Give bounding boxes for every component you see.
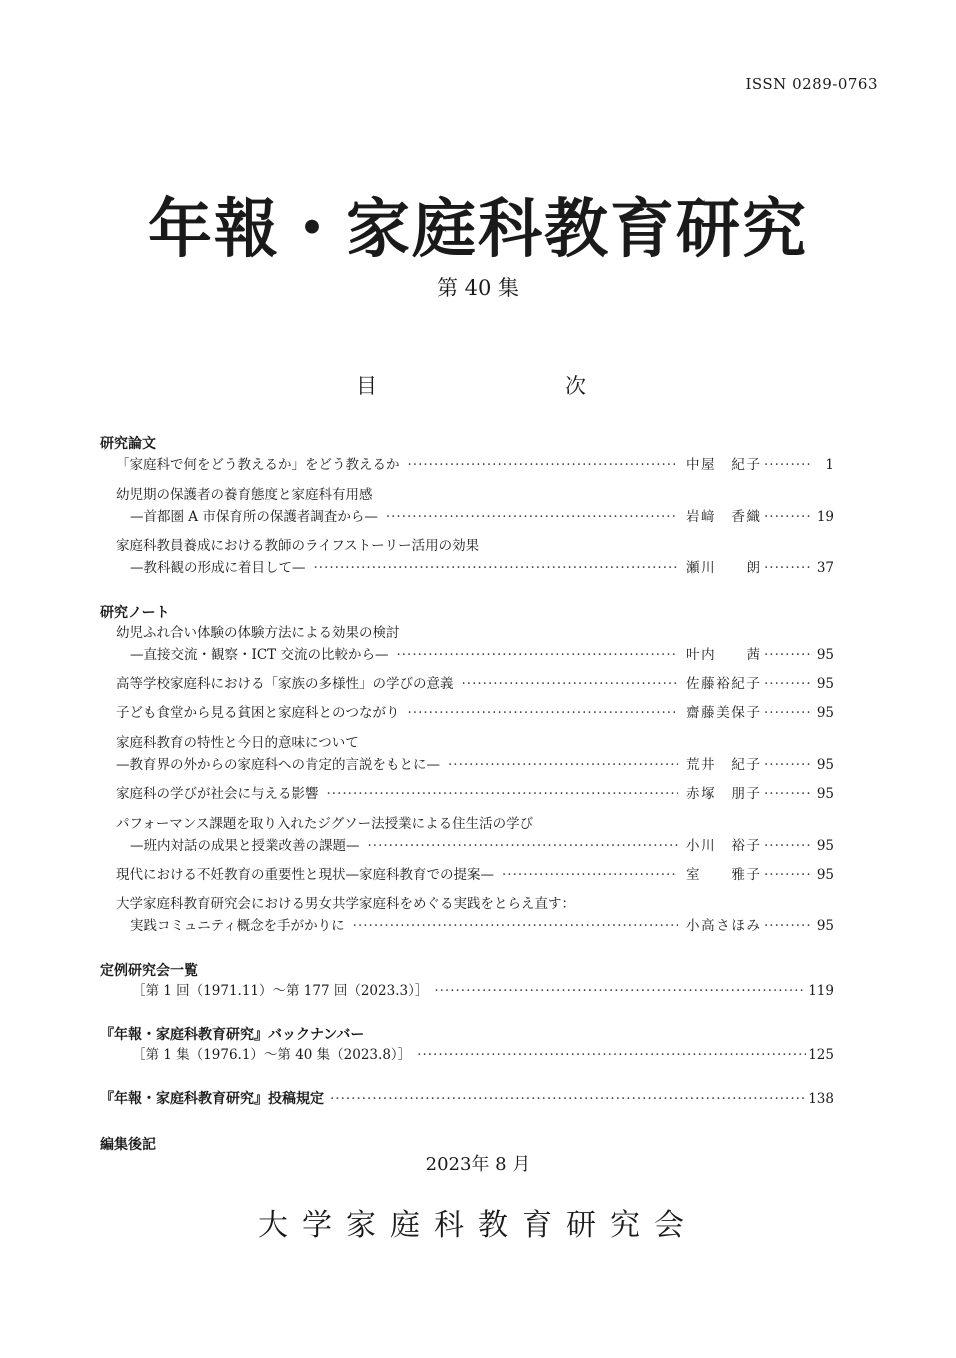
entry-page: 95	[816, 647, 834, 663]
toc-entry[interactable]	[116, 783, 834, 805]
entry-title: ［第 1 回（1971.11）～第 177 回（2023.3）］	[132, 983, 429, 999]
entry-page: 95	[816, 757, 834, 773]
entry-author: 中屋 紀子	[686, 457, 760, 473]
entry-page: 95	[816, 838, 834, 854]
entry-author: 小川 裕子	[686, 838, 760, 854]
entry-author: 小高さほみ	[686, 918, 760, 934]
toc-entry[interactable]	[116, 535, 834, 579]
entry-title: 家庭科教員養成における教師のライフストーリー活用の効果	[116, 538, 480, 554]
toc-heading	[356, 370, 586, 400]
leader-dots	[386, 506, 678, 528]
leader-dots	[417, 1044, 806, 1066]
toc-entry[interactable]	[116, 864, 834, 886]
entry-author: 佐藤裕紀子	[686, 676, 760, 692]
leader-dots	[764, 506, 810, 528]
leader-dots	[764, 644, 810, 666]
leader-dots	[764, 864, 810, 886]
leader-dots	[353, 915, 678, 937]
toc-entry[interactable]	[116, 813, 834, 857]
leader-dots	[462, 673, 679, 695]
leader-dots	[764, 835, 810, 857]
toc-entry[interactable]	[116, 732, 834, 776]
entry-title: ［第 1 集（1976.1）～第 40 集（2023.8）］	[132, 1047, 412, 1063]
entry-title: 子ども食堂から見る貧困と家庭科とのつながり	[116, 705, 400, 721]
entry-title: 現代における不妊教育の重要性と現状—家庭科教育での提案—	[116, 867, 494, 883]
leader-dots	[764, 673, 810, 695]
entry-author: 荒井 紀子	[686, 757, 760, 773]
leader-dots	[368, 835, 679, 857]
entry-title: 高等学校家庭科における「家族の多様性」の学びの意義	[116, 676, 454, 692]
entry-title: 幼児ふれ合い体験の体験方法による効果の検討	[116, 625, 400, 641]
leader-dots	[434, 980, 806, 1002]
leader-dots	[764, 454, 810, 476]
section-heading-papers: 研究論文	[100, 436, 156, 452]
issn: ISSN 0289-0763	[745, 75, 878, 93]
toc-entry[interactable]	[116, 622, 834, 666]
entry-author: 齋藤美保子	[686, 705, 760, 721]
toc-entry-backnumbers[interactable]	[132, 1044, 834, 1066]
leader-dots	[327, 783, 679, 805]
entry-page: 95	[816, 705, 834, 721]
entry-subtitle: —首都圏 A 市保育所の保護者調査から—	[130, 509, 378, 525]
entry-author: 赤塚 朋子	[686, 786, 760, 802]
entry-page: 37	[816, 560, 834, 576]
entry-page: 119	[808, 983, 834, 999]
toc-entry-rules[interactable]	[100, 1088, 834, 1110]
entry-author: 瀬川 朗	[686, 560, 760, 576]
entry-subtitle: —班内対話の成果と授業改善の課題—	[130, 838, 360, 854]
leader-dots	[396, 644, 678, 666]
leader-dots	[314, 557, 679, 579]
publication-date: 2023年 8 月	[425, 1154, 531, 1175]
leader-dots	[764, 702, 810, 724]
entry-page: 138	[808, 1091, 834, 1107]
entry-subtitle: —教科観の形成に着目して—	[130, 560, 306, 576]
entry-page: 1	[825, 457, 834, 473]
section-heading-rules: 『年報・家庭科教育研究』投稿規定	[100, 1091, 324, 1107]
entry-page: 95	[816, 918, 834, 934]
entry-title: 大学家庭科教育研究会における男女共学家庭科をめぐる実践をとらえ直す：	[116, 896, 575, 912]
leader-dots	[764, 783, 810, 805]
toc-entry[interactable]	[116, 893, 834, 937]
toc-entry-meetings[interactable]	[132, 980, 834, 1002]
entry-subtitle: —直接交流・観察・ICT 交流の比較から—	[130, 647, 389, 663]
toc-entry[interactable]	[116, 673, 834, 695]
journal-title: 年報・家庭科教育研究	[148, 193, 808, 267]
section-heading-afterword[interactable]: 編集後記	[100, 1137, 156, 1153]
entry-subtitle: —教育界の外からの家庭科への肯定的言説をもとに—	[116, 757, 440, 773]
entry-page: 95	[816, 867, 834, 883]
leader-dots	[764, 915, 810, 937]
section-heading-backnumbers: 『年報・家庭科教育研究』バックナンバー	[100, 1027, 365, 1043]
entry-author: 室 雅子	[686, 867, 760, 883]
entry-title: パフォーマンス課題を取り入れたジグソー法授業による住生活の学び	[116, 816, 534, 832]
entry-page: 19	[816, 509, 834, 525]
toc-entry[interactable]	[116, 702, 834, 724]
entry-title: 「家庭科で何をどう教えるか」をどう教えるか	[116, 457, 400, 473]
entry-page: 95	[816, 786, 834, 802]
toc-entry[interactable]	[116, 484, 834, 528]
entry-page: 125	[808, 1047, 834, 1063]
entry-title: 幼児期の保護者の養育態度と家庭科有用感	[116, 487, 373, 503]
publisher-name: 大学家庭科教育研究会	[258, 1208, 698, 1243]
entry-title: 家庭科教育の特性と今日的意味について	[116, 735, 359, 751]
entry-title: 家庭科の学びが社会に与える影響	[116, 786, 319, 802]
entry-author: 岩﨑 香織	[686, 509, 760, 525]
entry-subtitle: 実践コミュニティ概念を手がかりに	[130, 918, 345, 934]
toc-heading-left: 目	[356, 374, 377, 398]
leader-dots	[408, 454, 679, 476]
entry-page: 95	[816, 676, 834, 692]
leader-dots	[764, 557, 810, 579]
section-heading-notes: 研究ノート	[100, 605, 170, 621]
leader-dots	[408, 702, 679, 724]
leader-dots	[330, 1088, 806, 1110]
volume-number: 第 40 集	[436, 276, 520, 300]
entry-author: 叶内 茜	[686, 647, 760, 663]
leader-dots	[448, 754, 678, 776]
toc-heading-right: 次	[565, 374, 586, 398]
section-heading-meetings: 定例研究会一覧	[100, 963, 198, 979]
leader-dots	[764, 754, 810, 776]
toc-entry[interactable]	[116, 454, 834, 476]
leader-dots	[502, 864, 678, 886]
